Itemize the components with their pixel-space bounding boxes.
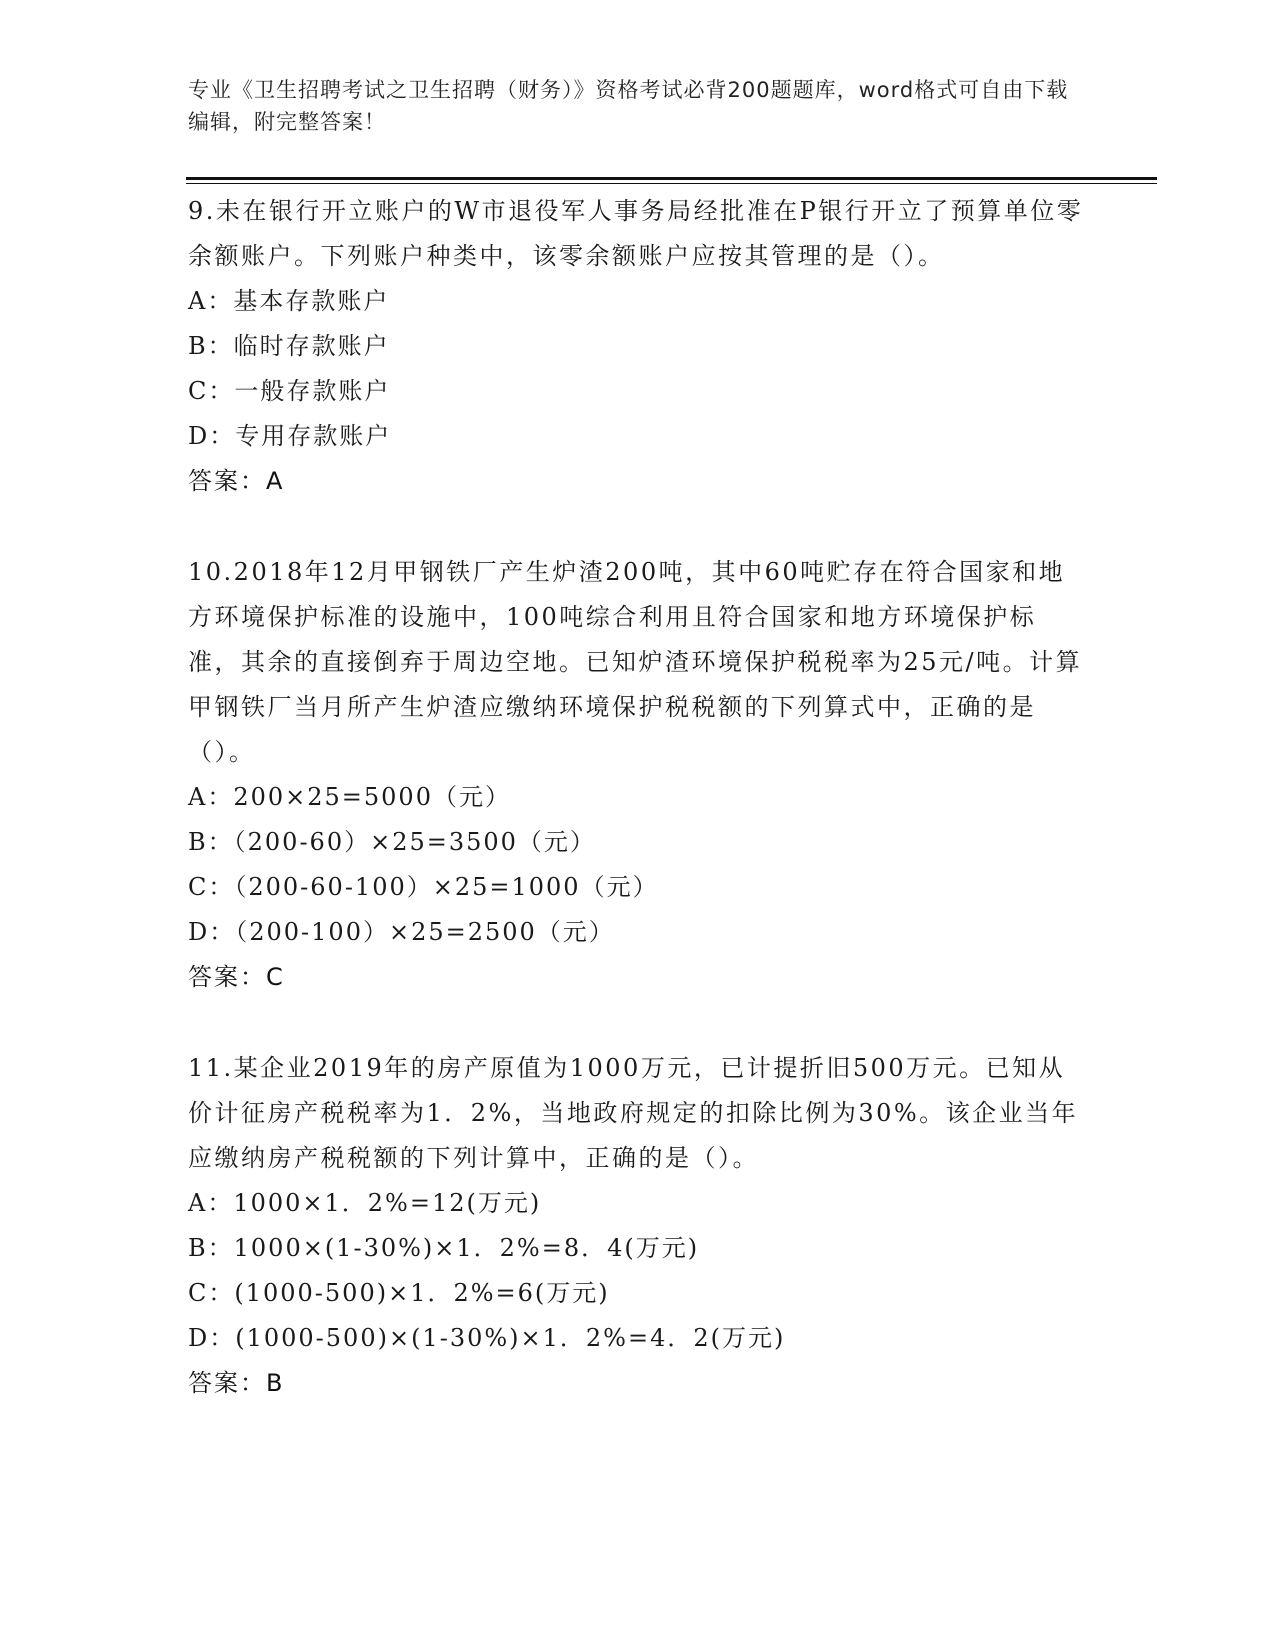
option-d: D：（200-100）×25=2500（元）	[188, 918, 615, 946]
answer: 答案：B	[188, 1369, 285, 1397]
option-c: C：一般存款账户	[188, 377, 391, 405]
answer: 答案：A	[188, 467, 285, 495]
question-stem: 10.2018年12月甲钢铁厂产生炉渣200吨，其中60吨贮存在符合国家和地方环境保护标准的设施中，100吨综合利用且符合国家和地方环境保护标准，其余的直接倒弃于周边空地。已知炉渣环境保护税税率为25元/吨。计算甲钢铁厂当月所产生炉渣应缴纳环境保护税税额的下列算式中，正确的是（）。	[188, 558, 1083, 766]
option-a: A：200×25=5000（元）	[188, 783, 511, 811]
question-stem: 9.未在银行开立账户的W市退役军人事务局经批准在P银行开立了预算单位零余额账户。下列账户种类中，该零余额账户应按其管理的是（）。	[188, 197, 1084, 270]
option-b: B：（200-60）×25=3500（元）	[188, 828, 596, 856]
question-list	[188, 189, 1088, 1452]
header-divider-thick	[186, 177, 1157, 180]
question-10	[188, 550, 1088, 1000]
option-d: D：专用存款账户	[188, 422, 392, 450]
question-stem: 11.某企业2019年的房产原值为1000万元，已计提折旧500万元。已知从价计征房产税税率为1．2%，当地政府规定的扣除比例为30%。该企业当年应缴纳房产税税额的下列计算中，正确的是（）。	[188, 1054, 1079, 1172]
document-header: 专业《卫生招聘考试之卫生招聘（财务）》资格考试必背200题题库，word格式可自由下载编辑，附完整答案！	[188, 78, 1069, 134]
option-a: A：1000×1．2%=12(万元)	[188, 1189, 542, 1217]
option-b: B：1000×(1-30%)×1．2%=8．4(万元)	[188, 1234, 700, 1262]
header-divider-thin	[186, 183, 1157, 184]
option-d: D：(1000-500)×(1-30%)×1．2%=4．2(万元)	[188, 1324, 786, 1352]
option-c: C：（200-60-100）×25=1000（元）	[188, 873, 659, 901]
answer: 答案：C	[188, 963, 285, 991]
question-9	[188, 189, 1088, 504]
option-a: A：基本存款账户	[188, 287, 390, 315]
option-c: C：(1000-500)×1．2%=6(万元)	[188, 1279, 610, 1307]
option-b: B：临时存款账户	[188, 332, 390, 360]
question-11	[188, 1046, 1088, 1406]
